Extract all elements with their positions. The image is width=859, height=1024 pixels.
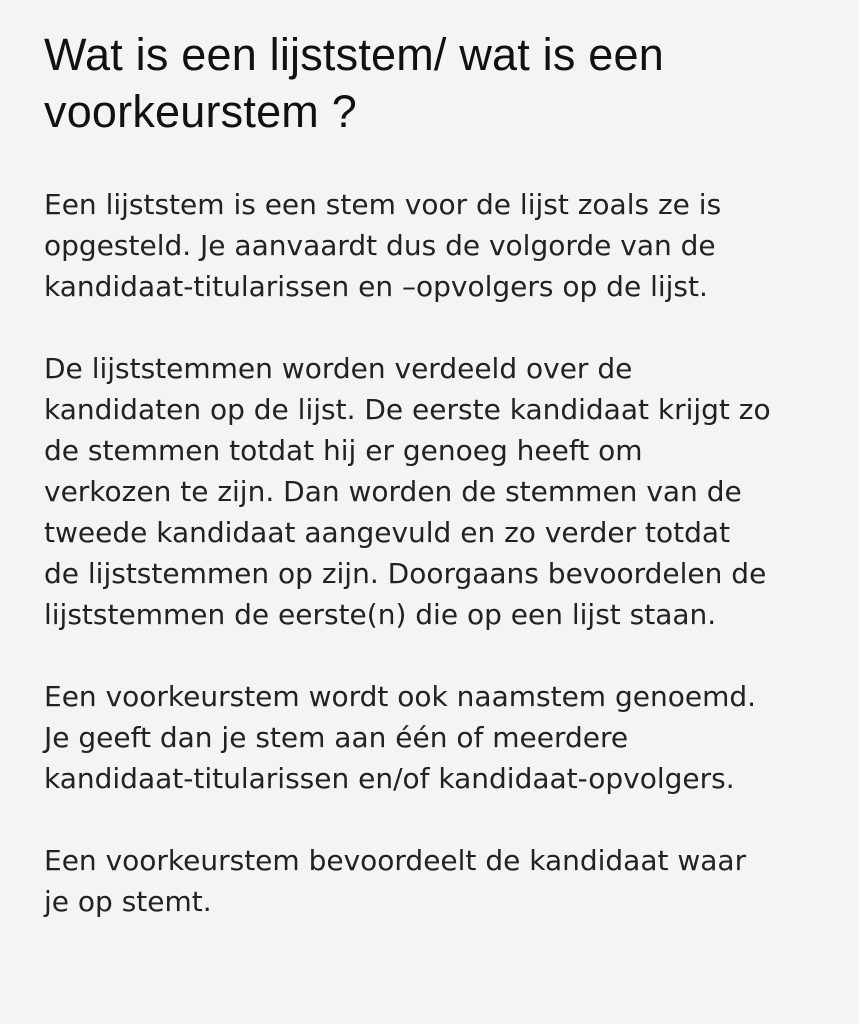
text-line: kandidaten op de lijst. De eerste kandidaat krijgt zo xyxy=(44,393,771,426)
paragraph-voorkeurstem-effect xyxy=(44,840,829,922)
page-title xyxy=(44,26,829,140)
text-line: Een voorkeurstem wordt ook naamstem genoemd. xyxy=(44,680,757,713)
text-line: Je geeft dan je stem aan één of meerdere xyxy=(44,721,629,754)
paragraph-lijststem-definition xyxy=(44,184,829,307)
text-line: De lijststemmen worden verdeeld over de xyxy=(44,352,633,385)
text-line: Een lijststem is een stem voor de lijst zoals ze is xyxy=(44,188,722,221)
text-line: kandidaat-titularissen en –opvolgers op de lijst. xyxy=(44,270,708,303)
text-line: je op stemt. xyxy=(44,885,212,918)
text-line: Een voorkeurstem bevoordeelt de kandidaat waar xyxy=(44,844,747,877)
title-line: Wat is een lijststem/ wat is een xyxy=(44,29,664,80)
paragraph-lijststem-distribution xyxy=(44,348,829,635)
text-line: de lijststemmen op zijn. Doorgaans bevoordelen de xyxy=(44,557,767,590)
text-line: de stemmen totdat hij er genoeg heeft om xyxy=(44,434,643,467)
text-line: opgesteld. Je aanvaardt dus de volgorde van de xyxy=(44,229,716,262)
text-line: verkozen te zijn. Dan worden de stemmen van de xyxy=(44,475,742,508)
text-line: tweede kandidaat aangevuld en zo verder totdat xyxy=(44,516,731,549)
title-line: voorkeurstem ? xyxy=(44,86,357,137)
text-line: lijststemmen de eerste(n) die op een lijst staan. xyxy=(44,598,717,631)
paragraph-voorkeurstem-definition xyxy=(44,676,829,799)
text-line: kandidaat-titularissen en/of kandidaat-opvolgers. xyxy=(44,762,735,795)
